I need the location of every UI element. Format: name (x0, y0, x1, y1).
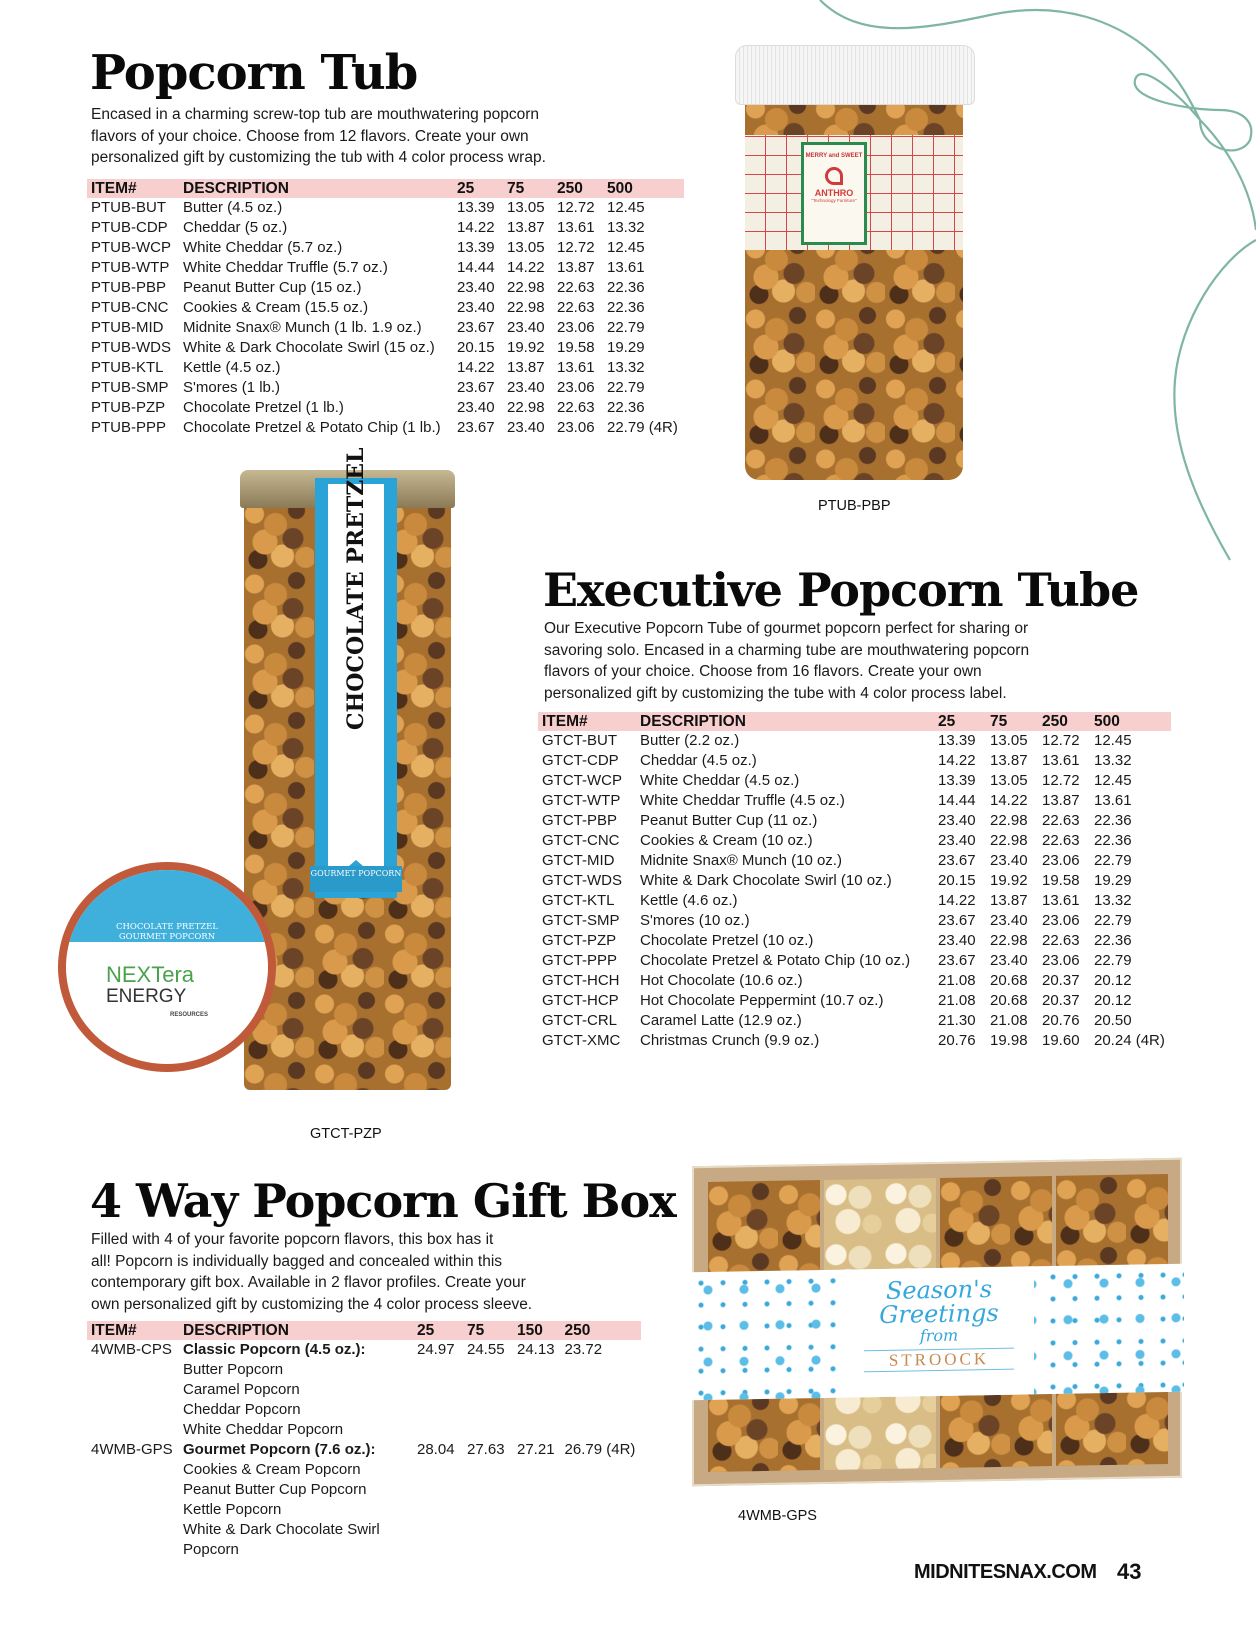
item-description: Midnite Snax® Munch (10 oz.) (640, 852, 842, 869)
item-number: PTUB-PZP (91, 399, 166, 416)
price-cell: 14.22 (990, 792, 1028, 809)
price-cell: 13.05 (507, 199, 545, 216)
price-cell: 20.15 (938, 872, 976, 889)
price-cell: 23.67 (457, 419, 495, 436)
price-cell: 28.04 (417, 1441, 455, 1458)
table-row (538, 931, 1171, 951)
item-description: Hot Chocolate (10.6 oz.) (640, 972, 803, 989)
item-number: PTUB-WCP (91, 239, 171, 256)
price-cell: 24.13 (517, 1341, 555, 1358)
gift-box-description: Filled with 4 of your favorite popcorn flavors, this box has it all! Popcorn is individually bagged and concealed within this contemporary gift box. Available in 2 flavor profiles. Create your own personalized gift by customizing the 4 color process sleeve. (91, 1231, 533, 1313)
executive-tube-price-table (538, 712, 1171, 1051)
price-cell: 13.05 (990, 772, 1028, 789)
price-cell: 13.39 (938, 772, 976, 789)
price-cell: 19.98 (990, 1032, 1028, 1049)
price-cell: 13.87 (990, 892, 1028, 909)
table-row (87, 398, 684, 418)
item-description: Peanut Butter Cup (15 oz.) (183, 279, 362, 296)
table-row (87, 1440, 641, 1460)
price-cell: 24.55 (467, 1341, 505, 1358)
item-description: Kettle (4.5 oz.) (183, 359, 281, 376)
price-cell: 23.06 (557, 379, 595, 396)
price-cell: 19.92 (990, 872, 1028, 889)
item-description: Midnite Snax® Munch (1 lb. 1.9 oz.) (183, 319, 422, 336)
flavor-row (87, 1500, 641, 1520)
table-row (538, 771, 1171, 791)
gift-box-image-caption: 4WMB-GPS (738, 1508, 817, 1524)
price-cell: 20.37 (1042, 972, 1080, 989)
price-cell: 19.29 (1094, 872, 1132, 889)
table-row (87, 198, 684, 218)
executive-tube-title: Executive Popcorn Tube (543, 563, 1139, 617)
price-cell: 20.12 (1094, 972, 1132, 989)
item-number: GTCT-CDP (542, 752, 619, 769)
page-number: 43 (1117, 1559, 1142, 1584)
item-number: GTCT-XMC (542, 1032, 621, 1049)
item-number: GTCT-BUT (542, 732, 617, 749)
price-cell: 12.72 (557, 199, 595, 216)
item-number: GTCT-WDS (542, 872, 622, 889)
flavor-item: Caramel Popcorn (183, 1381, 300, 1398)
price-cell: 22.79 (4R) (607, 419, 678, 436)
flavor-item: Cookies & Cream Popcorn (183, 1461, 361, 1478)
price-cell: 20.15 (457, 339, 495, 356)
item-description: Cheddar (5 oz.) (183, 219, 288, 236)
item-description: Kettle (4.6 oz.) (640, 892, 738, 909)
website-link[interactable]: MIDNITESNAX.COM (914, 1561, 1097, 1583)
item-number: GTCT-PBP (542, 812, 618, 829)
price-cell: 13.32 (1094, 892, 1132, 909)
price-cell: 19.58 (1042, 872, 1080, 889)
table-row (87, 278, 684, 298)
price-cell: 23.40 (457, 279, 495, 296)
item-number: 4WMB-GPS (91, 1441, 173, 1458)
price-cell: 19.58 (557, 339, 595, 356)
item-description: White Cheddar (5.7 oz.) (183, 239, 343, 256)
price-cell: 13.61 (1042, 752, 1080, 769)
table-row (538, 811, 1171, 831)
price-cell: 23.40 (507, 379, 545, 396)
price-cell: 23.06 (1042, 852, 1080, 869)
gift-box-image: Season's Greetings from STROOCK (692, 1158, 1182, 1487)
price-cell: 23.40 (938, 932, 976, 949)
item-number: GTCT-CNC (542, 832, 620, 849)
price-cell: 12.45 (607, 199, 645, 216)
flavor-row (87, 1520, 641, 1540)
price-cell: 22.36 (1094, 932, 1132, 949)
item-description: Butter (4.5 oz.) (183, 199, 283, 216)
table-row (87, 1340, 641, 1360)
executive-tube-image: GOURMET POPCORN (240, 470, 455, 1095)
flavor-item: White & Dark Chocolate Swirl (183, 1521, 380, 1538)
flavor-row (87, 1400, 641, 1420)
price-cell: 22.79 (607, 379, 645, 396)
table-row (538, 871, 1171, 891)
item-description: Chocolate Pretzel (10 oz.) (640, 932, 814, 949)
table-row (87, 338, 684, 358)
table-row (538, 751, 1171, 771)
flavor-row (87, 1480, 641, 1500)
item-description: White Cheddar (4.5 oz.) (640, 772, 800, 789)
flavor-item: Cheddar Popcorn (183, 1401, 301, 1418)
price-cell: 13.87 (507, 219, 545, 236)
item-number: PTUB-KTL (91, 359, 164, 376)
price-cell: 22.98 (507, 279, 545, 296)
price-cell: 13.61 (1094, 792, 1132, 809)
table-row (538, 971, 1171, 991)
table-header-row: ITEM# DESCRIPTION 25 75 250 500 (87, 179, 684, 198)
table-row (87, 238, 684, 258)
price-cell: 13.39 (457, 239, 495, 256)
price-cell: 23.40 (938, 812, 976, 829)
price-cell: 22.63 (557, 399, 595, 416)
item-number: GTCT-WCP (542, 772, 622, 789)
price-cell: 12.72 (557, 239, 595, 256)
price-cell: 23.67 (457, 379, 495, 396)
price-cell: 14.44 (938, 792, 976, 809)
item-number: GTCT-HCH (542, 972, 620, 989)
item-description: Chocolate Pretzel (1 lb.) (183, 399, 344, 416)
item-number: GTCT-MID (542, 852, 615, 869)
table-row (87, 318, 684, 338)
flavor-item: Popcorn (183, 1541, 239, 1558)
item-description: White & Dark Chocolate Swirl (15 oz.) (183, 339, 435, 356)
table-row (87, 358, 684, 378)
price-cell: 22.98 (507, 399, 545, 416)
price-cell: 22.36 (607, 279, 645, 296)
price-cell: 23.40 (507, 319, 545, 336)
popcorn-tub-image-caption: PTUB-PBP (818, 498, 891, 514)
item-number: GTCT-CRL (542, 1012, 617, 1029)
item-description: Cheddar (4.5 oz.) (640, 752, 757, 769)
price-cell: 22.63 (557, 299, 595, 316)
table-row (538, 1031, 1171, 1051)
price-cell: 23.67 (938, 852, 976, 869)
price-cell: 14.44 (457, 259, 495, 276)
item-number: GTCT-WTP (542, 792, 621, 809)
flavor-row (87, 1540, 641, 1560)
popcorn-tub-price-table (87, 179, 684, 438)
price-cell: 22.36 (1094, 832, 1132, 849)
item-description: Peanut Butter Cup (11 oz.) (640, 812, 818, 829)
price-cell: 19.29 (607, 339, 645, 356)
item-description: Cookies & Cream (10 oz.) (640, 832, 813, 849)
gift-box-price-table (87, 1321, 641, 1560)
flavor-row (87, 1420, 641, 1440)
item-description: S'mores (1 lb.) (183, 379, 281, 396)
price-cell: 13.87 (557, 259, 595, 276)
item-number: GTCT-KTL (542, 892, 615, 909)
item-description: S'mores (10 oz.) (640, 912, 750, 929)
price-cell: 23.67 (938, 912, 976, 929)
price-cell: 14.22 (938, 892, 976, 909)
price-cell: 22.79 (1094, 912, 1132, 929)
price-cell: 13.05 (990, 732, 1028, 749)
table-row (87, 418, 684, 438)
table-row (87, 298, 684, 318)
price-cell: 14.22 (457, 359, 495, 376)
price-cell: 22.63 (1042, 812, 1080, 829)
item-number: PTUB-BUT (91, 199, 166, 216)
price-cell: 22.63 (557, 279, 595, 296)
price-cell: 12.45 (607, 239, 645, 256)
price-cell: 13.32 (607, 359, 645, 376)
table-row (87, 378, 684, 398)
item-number: 4WMB-CPS (91, 1341, 172, 1358)
price-cell: 23.06 (1042, 952, 1080, 969)
table-row (538, 991, 1171, 1011)
price-cell: 14.22 (457, 219, 495, 236)
table-row (538, 891, 1171, 911)
price-cell: 19.92 (507, 339, 545, 356)
item-number: GTCT-PZP (542, 932, 617, 949)
item-number: GTCT-SMP (542, 912, 620, 929)
item-number: PTUB-CDP (91, 219, 168, 236)
item-number: PTUB-WTP (91, 259, 170, 276)
price-cell: 20.37 (1042, 992, 1080, 1009)
price-cell: 13.39 (938, 732, 976, 749)
price-cell: 23.06 (557, 419, 595, 436)
item-number: PTUB-MID (91, 319, 164, 336)
price-cell: 13.87 (990, 752, 1028, 769)
executive-tube-lid-image: CHOCOLATE PRETZEL GOURMET POPCORN NEXTera ENERGY RESOURCES (58, 862, 276, 1072)
price-cell: 22.79 (607, 319, 645, 336)
price-cell: 12.72 (1042, 772, 1080, 789)
price-cell: 20.50 (1094, 1012, 1132, 1029)
item-number: PTUB-PPP (91, 419, 167, 436)
executive-tube-image-caption: GTCT-PZP (310, 1126, 382, 1142)
item-description: Hot Chocolate Peppermint (10.7 oz.) (640, 992, 884, 1009)
price-cell: 20.24 (4R) (1094, 1032, 1165, 1049)
price-cell: 22.36 (607, 299, 645, 316)
table-row (538, 851, 1171, 871)
price-cell: 13.61 (557, 219, 595, 236)
price-cell: 19.60 (1042, 1032, 1080, 1049)
table-row (538, 951, 1171, 971)
item-description: Cookies & Cream (15.5 oz.) (183, 299, 369, 316)
price-cell: 23.40 (938, 832, 976, 849)
price-cell: 13.39 (457, 199, 495, 216)
executive-tube-description: Our Executive Popcorn Tube of gourmet popcorn perfect for sharing or savoring solo. Encased in a charming tube are mouthwatering popcorn flavors of your choice. Choose from 16 flavors. Create your own personalized gift by customizing the tube with 4 color process label. (544, 620, 1030, 702)
flavor-row (87, 1380, 641, 1400)
price-cell: 20.68 (990, 972, 1028, 989)
flavor-item: Butter Popcorn (183, 1361, 284, 1378)
gift-box-title: 4 Way Popcorn Gift Box (90, 1174, 676, 1228)
flavor-item: Kettle Popcorn (183, 1501, 282, 1518)
item-description: Gourmet Popcorn (7.6 oz.): (183, 1441, 376, 1458)
price-cell: 23.67 (457, 319, 495, 336)
price-cell: 23.40 (990, 952, 1028, 969)
price-cell: 13.32 (607, 219, 645, 236)
price-cell: 13.87 (1042, 792, 1080, 809)
item-description: White & Dark Chocolate Swirl (10 oz.) (640, 872, 892, 889)
price-cell: 13.87 (507, 359, 545, 376)
price-cell: 22.79 (1094, 852, 1132, 869)
item-number: PTUB-WDS (91, 339, 171, 356)
price-cell: 23.40 (457, 299, 495, 316)
item-number: PTUB-SMP (91, 379, 169, 396)
item-number: GTCT-PPP (542, 952, 618, 969)
item-number: GTCT-HCP (542, 992, 619, 1009)
item-description: Chocolate Pretzel & Potato Chip (1 lb.) (183, 419, 441, 436)
price-cell: 23.06 (1042, 912, 1080, 929)
price-cell: 14.22 (938, 752, 976, 769)
popcorn-tub-image: MERRY and SWEET ANTHRO "Technology Furniture" (735, 45, 975, 490)
item-description: Caramel Latte (12.9 oz.) (640, 1012, 802, 1029)
table-row (87, 218, 684, 238)
price-cell: 22.98 (990, 932, 1028, 949)
price-cell: 22.36 (607, 399, 645, 416)
price-cell: 22.63 (1042, 832, 1080, 849)
price-cell: 13.61 (1042, 892, 1080, 909)
table-header-row: ITEM# DESCRIPTION 25 75 150 250 (87, 1321, 641, 1340)
table-row (538, 911, 1171, 931)
price-cell: 23.40 (507, 419, 545, 436)
price-cell: 22.98 (990, 812, 1028, 829)
table-header-row: ITEM# DESCRIPTION 25 75 250 500 (538, 712, 1171, 731)
price-cell: 21.08 (938, 972, 976, 989)
item-description: White Cheddar Truffle (4.5 oz.) (640, 792, 845, 809)
price-cell: 20.76 (1042, 1012, 1080, 1029)
price-cell: 20.76 (938, 1032, 976, 1049)
flavor-item: White Cheddar Popcorn (183, 1421, 344, 1438)
price-cell: 22.36 (1094, 812, 1132, 829)
price-cell: 12.72 (1042, 732, 1080, 749)
price-cell: 13.61 (607, 259, 645, 276)
price-cell: 21.30 (938, 1012, 976, 1029)
price-cell: 22.98 (507, 299, 545, 316)
table-row (87, 258, 684, 278)
price-cell: 27.63 (467, 1441, 505, 1458)
price-cell: 24.97 (417, 1341, 455, 1358)
popcorn-tub-title: Popcorn Tub (90, 45, 418, 101)
flavor-row (87, 1360, 641, 1380)
table-row (538, 791, 1171, 811)
table-row (538, 831, 1171, 851)
item-description: Butter (2.2 oz.) (640, 732, 740, 749)
price-cell: 13.61 (557, 359, 595, 376)
flavor-row (87, 1460, 641, 1480)
price-cell: 12.45 (1094, 732, 1132, 749)
flavor-item: Peanut Butter Cup Popcorn (183, 1481, 367, 1498)
price-cell: 13.05 (507, 239, 545, 256)
price-cell: 14.22 (507, 259, 545, 276)
item-description: White Cheddar Truffle (5.7 oz.) (183, 259, 388, 276)
price-cell: 21.08 (990, 1012, 1028, 1029)
price-cell: 12.45 (1094, 772, 1132, 789)
item-description: Chocolate Pretzel & Potato Chip (10 oz.) (640, 952, 911, 969)
price-cell: 26.79 (4R) (564, 1441, 636, 1458)
table-row (538, 1011, 1171, 1031)
price-cell: 20.68 (990, 992, 1028, 1009)
price-cell: 22.98 (990, 832, 1028, 849)
price-cell: 22.79 (1094, 952, 1132, 969)
price-cell: 23.40 (990, 912, 1028, 929)
price-cell: 13.32 (1094, 752, 1132, 769)
price-cell: 22.63 (1042, 932, 1080, 949)
item-number: PTUB-PBP (91, 279, 167, 296)
item-number: PTUB-CNC (91, 299, 169, 316)
popcorn-tub-description: Encased in a charming screw-top tub are mouthwatering popcorn flavors of your choice. Choose from 12 flavors. Create your own personalized gift by customizing the tub with 4 color process wrap. (91, 106, 546, 166)
price-cell: 21.08 (938, 992, 976, 1009)
price-cell: 23.06 (557, 319, 595, 336)
price-cell: 20.12 (1094, 992, 1132, 1009)
price-cell: 23.40 (990, 852, 1028, 869)
table-row (538, 731, 1171, 751)
price-cell: 27.21 (517, 1441, 555, 1458)
price-cell: 23.72 (564, 1341, 603, 1358)
price-cell: 23.67 (938, 952, 976, 969)
item-description: Christmas Crunch (9.9 oz.) (640, 1032, 820, 1049)
price-cell: 23.40 (457, 399, 495, 416)
item-description: Classic Popcorn (4.5 oz.): (183, 1341, 366, 1358)
